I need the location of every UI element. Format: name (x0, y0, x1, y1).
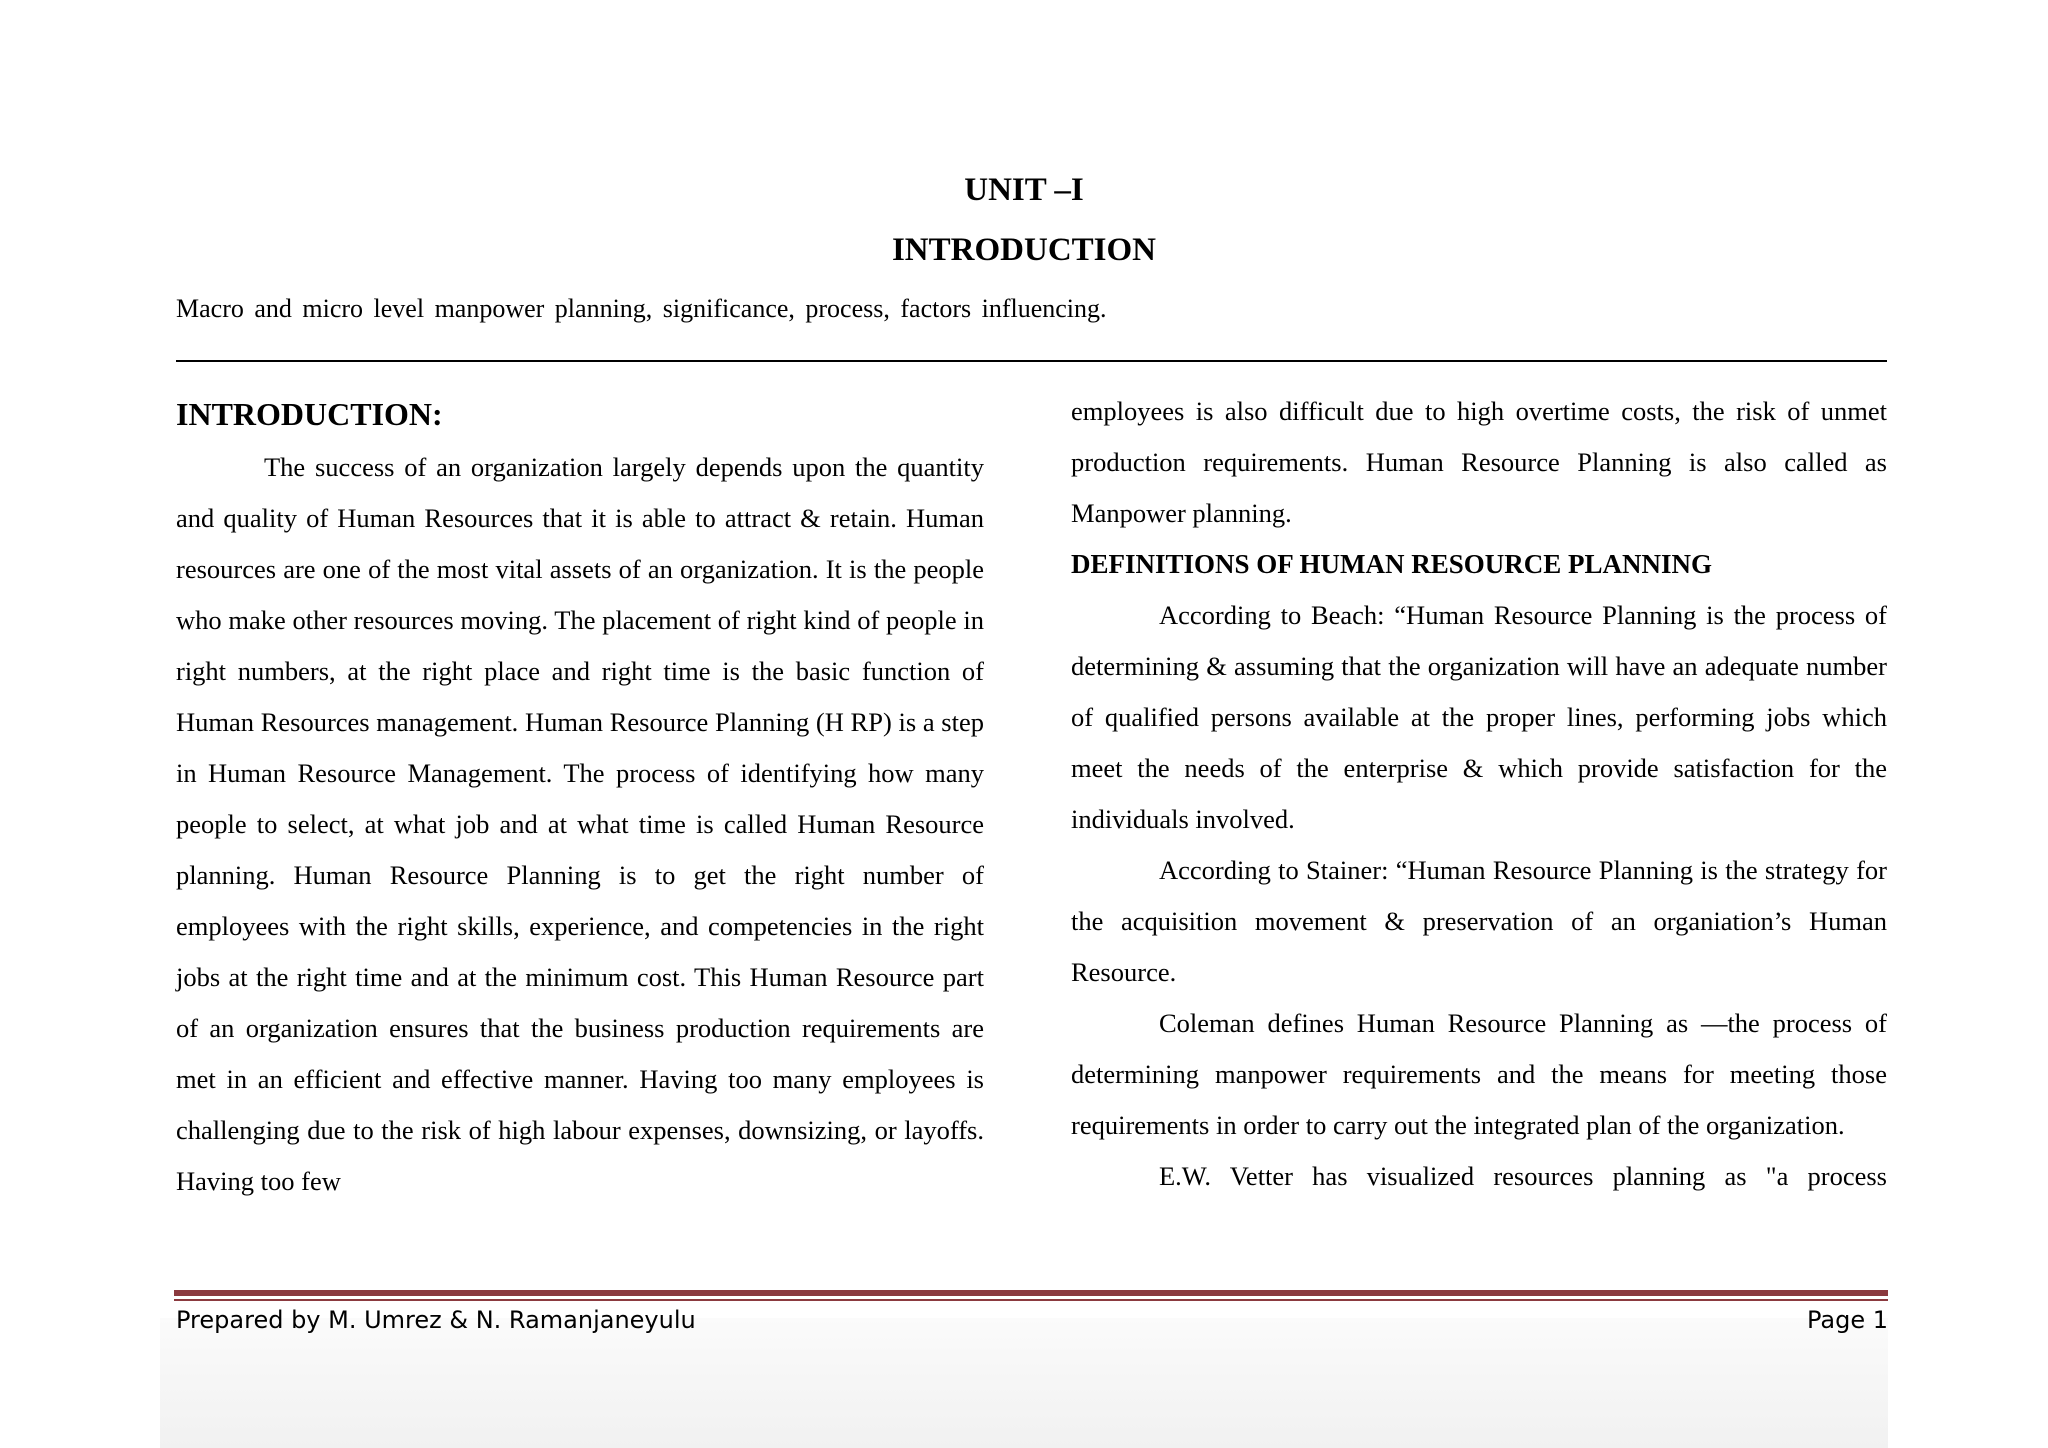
left-column (176, 386, 984, 1207)
page-title: INTRODUCTION (891, 232, 1157, 268)
header-divider (176, 360, 1887, 362)
section-heading-definitions: DEFINITIONS OF HUMAN RESOURCE PLANNING (1071, 549, 1713, 579)
syllabus-line: Macro and micro level manpower planning, significance, process, factors influencing. (176, 294, 1107, 323)
definition-vetter: E.W. Vetter has visualized resources planning as "a process (1159, 1161, 1887, 1191)
footer-author: Prepared by M. Umrez & N. Ramanjaneyulu (176, 1306, 696, 1334)
intro-paragraph: The success of an organization largely depends upon the quantity and quality of Human Resources that it is able to attract & retain. Human resources are one of the most vital assets of an organization. It is the people who make other resources moving. The placement of right kind of people in right numbers, at the right place and right time is the basic function of Human Resources management. Human Resource Planning (H RP) is a step in Human Resource Management. The process of identifying how many people to select, at what job and at what time is called Human Resource planning. Human Resource Planning is to get the right number of employees with the right skills, experience, and competencies in the right jobs at the right time and at the minimum cost. This Human Resource part of an organization ensures that the business production requirements are met in an efficient and effective manner. Having too many employees is challenging due to the risk of high labour expenses, downsizing, or layoffs. Having too few (176, 452, 984, 1196)
page-number: Page 1 (1807, 1306, 1888, 1334)
definition-beach: According to Beach: “Human Resource Planning is the process of determining & assuming that the organization will have an adequate number of qualified persons available at the proper lines, performing jobs which meet the needs of the enterprise & which provide satisfaction for the individuals involved. (1071, 600, 1887, 834)
unit-title: UNIT –I (964, 172, 1084, 208)
right-column (1071, 386, 1887, 1202)
footer-rule-thick (174, 1290, 1888, 1296)
footer-rule-thin (174, 1299, 1888, 1301)
definition-stainer: According to Stainer: “Human Resource Planning is the strategy for the acquisition movement & preservation of an organiation’s Human Resource. (1071, 855, 1887, 987)
continuation-paragraph: employees is also difficult due to high overtime costs, the risk of unmet production requirements. Human Resource Planning is also called as Manpower planning. (1071, 396, 1887, 528)
section-heading-introduction: INTRODUCTION: (176, 396, 443, 432)
definition-coleman: Coleman defines Human Resource Planning as ―the process of determining manpower requirements and the means for meeting those requirements in order to carry out the integrated plan of the organization. (1071, 1008, 1887, 1140)
